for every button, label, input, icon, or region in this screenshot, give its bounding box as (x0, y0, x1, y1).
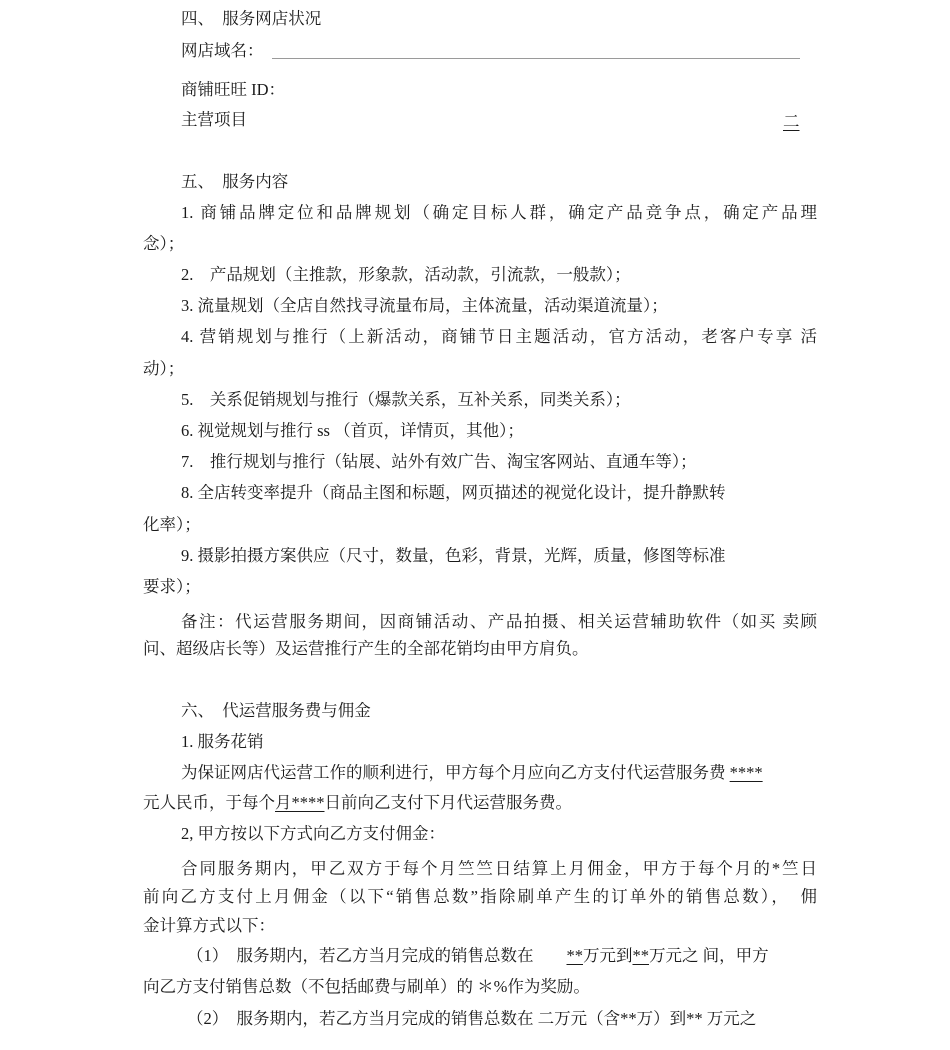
case-1-max: ** (632, 946, 649, 965)
service-fee-text-b-post: 日前向乙支付下月代运营服务费。 (324, 793, 572, 812)
service-note-cont: 问、超级店长等）及运营推行产生的全部花销均由甲方肩负。 (143, 639, 589, 658)
service-fee-date: 月**** (275, 793, 325, 812)
service-item-3: 3. 流量规划（全店自然找寻流量布局，主体流量，活动渠道流量）； (181, 296, 668, 315)
service-item-1: 1. 商铺品牌定位和品牌规划（确定目标人群，确定产品竞争点，确定产品理 (181, 203, 817, 222)
service-fee-text-b-pre: 元人民币，于每个 (143, 793, 275, 812)
commission-case-2: （2） 服务期内，若乙方当月完成的销售总数在 二万元（含**万）到** 万元之 (187, 1009, 757, 1028)
shop-domain-label: 网店域名： (181, 41, 264, 60)
section-6-heading: 六、 代运营服务费与佣金 (181, 701, 371, 720)
service-item-6: 6. 视觉规划与推行 ss （首页，详情页，其他）； (181, 421, 524, 440)
case-1-min: ** (566, 946, 583, 965)
service-item-9: 9. 摄影拍摄方案供应（尺寸，数量，色彩，背景，光辉，质量，修图等标准 (181, 546, 726, 565)
wangwang-id-label: 商铺旺旺 ID： (181, 80, 286, 99)
commission-case-1-cont: 向乙方支付销售总数（不包括邮费与刷单）的 ＊%作为奖励。 (143, 977, 590, 996)
service-fee-amount: **** (729, 763, 763, 782)
service-fee-subheading: 1. 服务花销 (181, 732, 264, 751)
service-item-1-cont: 念）； (143, 234, 185, 253)
service-item-2: 2. 产品规划（主推款，形象款，活动款，引流款，一般款）； (181, 265, 631, 284)
service-item-8-cont: 化率）； (143, 515, 201, 534)
shop-domain-underline (272, 58, 800, 59)
commission-text-cont-2: 金计算方式以下： (143, 916, 275, 935)
commission-case-1 (187, 946, 769, 966)
case-1-post: 万元之 间，甲方 (649, 946, 769, 965)
trailing-mark: 二 (783, 112, 800, 131)
service-fee-text (181, 763, 763, 783)
section-5-heading: 五、 服务内容 (181, 172, 289, 191)
service-fee-text-a: 为保证网店代运营工作的顺利进行，甲方每个月应向乙方支付代运营服务费 (181, 763, 730, 782)
service-item-5: 5. 关系促销规划与推行（爆款关系，互补关系，同类关系）； (181, 390, 631, 409)
commission-subheading: 2, 甲方按以下方式向乙方支付佣金： (181, 824, 445, 843)
commission-text-cont: 前向乙方支付上月佣金（以下“销售总数”指除刷单产生的订单外的销售总数）， 佣 (143, 887, 817, 906)
service-fee-text-cont (143, 793, 572, 813)
service-item-4: 4. 营销规划与推行（上新活动，商铺节日主题活动，官方活动，老客户专享 活 (181, 327, 817, 346)
service-item-8: 8. 全店转变率提升（商品主图和标题，网页描述的视觉化设计，提升静默转 (181, 483, 726, 502)
case-1-mid: 万元到 (583, 946, 633, 965)
main-items-label: 主营项目 (181, 110, 247, 129)
section-4-heading: 四、 服务网店状况 (181, 9, 322, 28)
case-1-pre: （1） 服务期内，若乙方当月完成的销售总数在 (187, 946, 567, 965)
service-item-9-cont: 要求）； (143, 577, 201, 596)
service-item-4-cont: 动）； (143, 359, 185, 378)
commission-text: 合同服务期内，甲乙双方于每个月竺竺日结算上月佣金，甲方于每个月的*竺日 (181, 859, 817, 878)
service-note: 备注：代运营服务期间，因商铺活动、产品拍摄、相关运营辅助软件（如买 卖顾 (181, 612, 818, 631)
service-item-7: 7. 推行规划与推行（钻展、站外有效广告、淘宝客网站、直通车等）； (181, 452, 697, 471)
